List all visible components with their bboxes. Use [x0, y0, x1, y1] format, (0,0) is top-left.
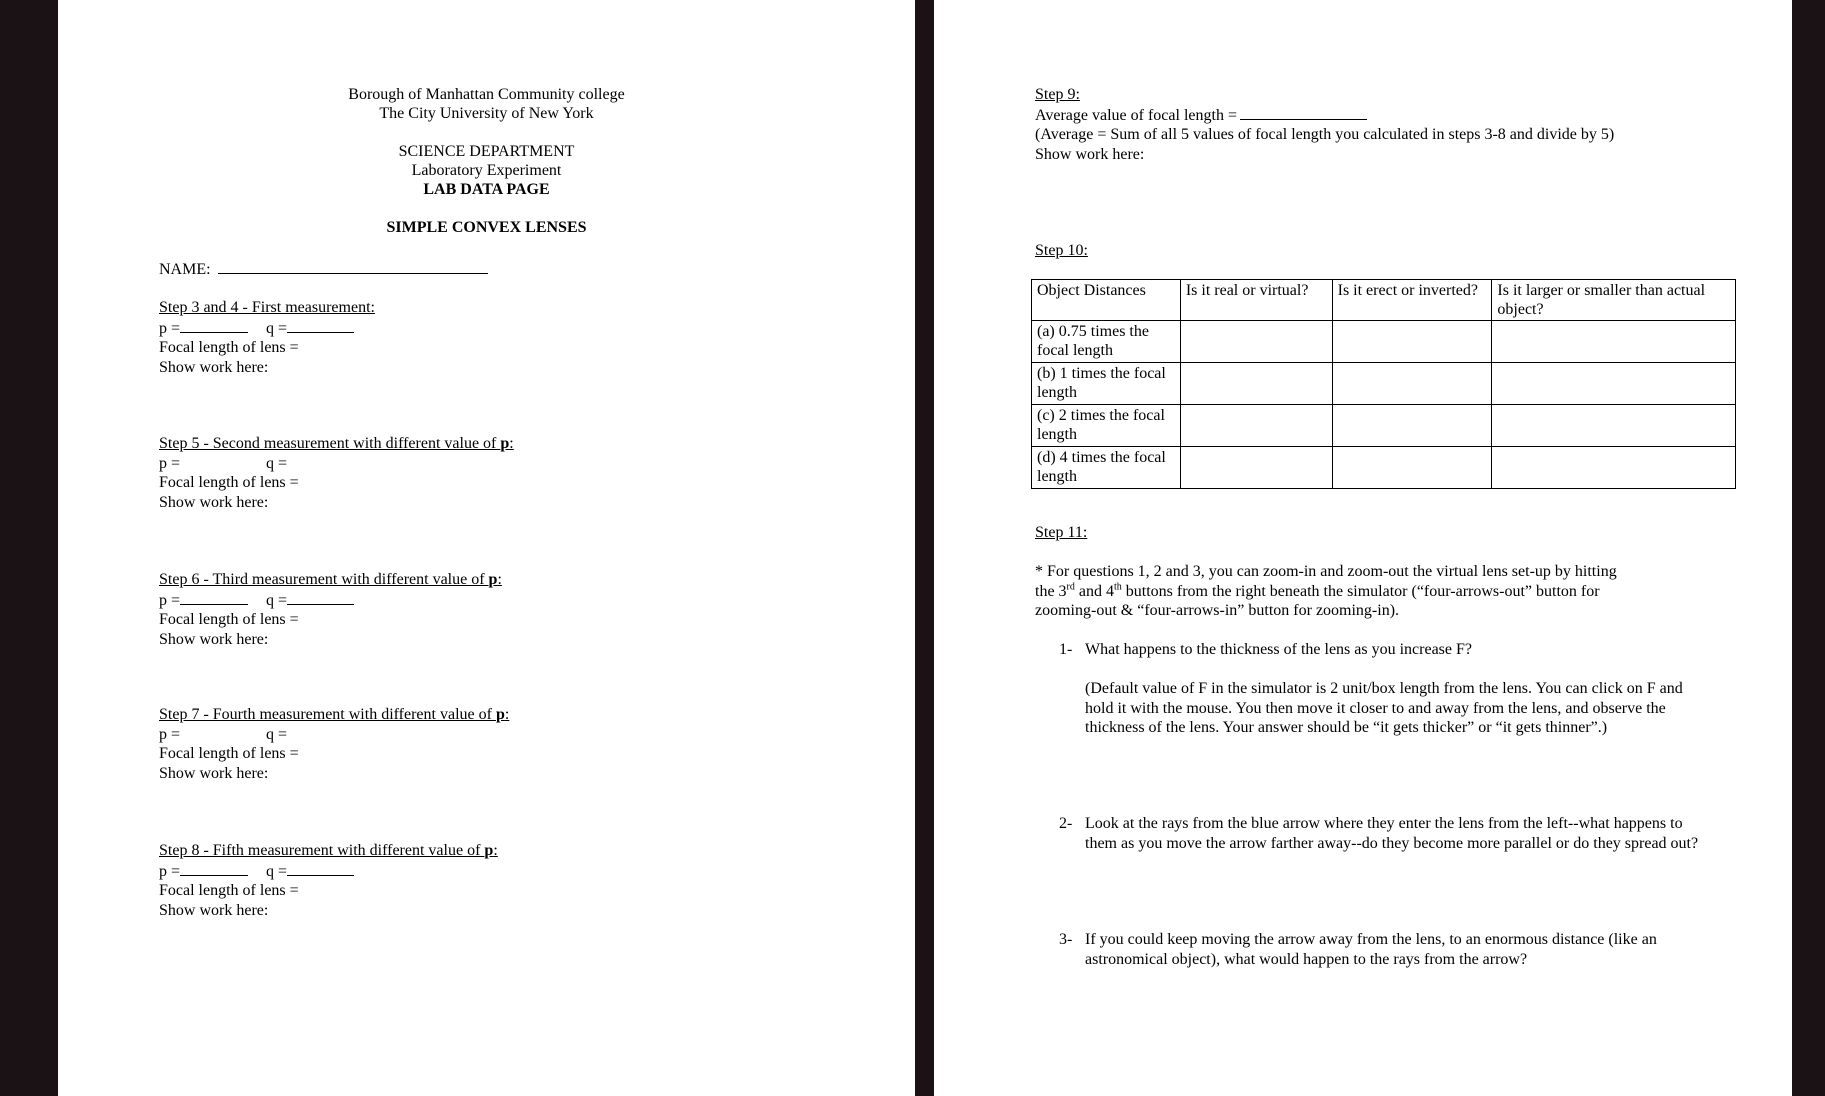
lab-type: Laboratory Experiment [411, 162, 562, 179]
experiment-title: SIMPLE CONVEX LENSES [386, 219, 587, 236]
average-label: Average value of focal length = [1035, 106, 1237, 124]
step-10-heading: Step 10: [1035, 242, 1088, 259]
pq-row [159, 590, 502, 611]
focal-length-label: Focal length of lens = [159, 339, 299, 356]
focal-length-label: Focal length of lens = [159, 611, 299, 628]
column-header: Is it larger or smaller than actual object? [1492, 280, 1736, 321]
right-page [934, 0, 1792, 1096]
average-row [1035, 105, 1614, 126]
table-cell[interactable] [1180, 447, 1332, 489]
question-3 [1059, 930, 1699, 969]
p-label: p = [159, 454, 181, 472]
column-header: Is it erect or inverted? [1332, 280, 1492, 321]
column-header: Object Distances [1032, 280, 1181, 321]
p-field[interactable] [180, 590, 248, 605]
table-row [1032, 405, 1736, 447]
show-work-label: Show work here: [159, 901, 269, 919]
column-header: Is it real or virtual? [1180, 280, 1332, 321]
table-cell[interactable] [1332, 321, 1492, 363]
question-1 [1059, 640, 1699, 738]
question-number: 1- [1059, 641, 1073, 658]
question-2 [1059, 814, 1699, 853]
p-field[interactable] [180, 861, 248, 876]
department-name: SCIENCE DEPARTMENT [398, 143, 575, 160]
q-label: q = [266, 319, 288, 337]
pq-row [159, 861, 498, 882]
q-label: q = [266, 725, 288, 743]
q-label: q = [266, 862, 288, 880]
p-label: p = [159, 591, 181, 609]
table-cell[interactable] [1492, 405, 1736, 447]
show-work-label: Show work here: [1035, 145, 1145, 163]
table-cell[interactable] [1180, 321, 1332, 363]
p-label: p = [159, 319, 181, 337]
step-9-section [1035, 85, 1614, 164]
step-6-section [159, 570, 502, 649]
pq-row [159, 454, 514, 474]
name-label: NAME: [159, 261, 211, 278]
step-heading: Step 9: [1035, 86, 1080, 103]
table-row [1032, 363, 1736, 405]
table-cell[interactable] [1180, 363, 1332, 405]
step-heading: Step 6 - Third measurement with different value of p: [159, 571, 502, 588]
table-cell[interactable] [1180, 405, 1332, 447]
college-name: Borough of Manhattan Community college [348, 86, 625, 103]
university-name: The City University of New York [379, 105, 594, 122]
name-row [159, 259, 488, 279]
show-work-label: Show work here: [159, 493, 269, 511]
step-7-section [159, 705, 509, 783]
document-header [58, 85, 915, 237]
table-header-row [1032, 280, 1736, 321]
step-heading: Step 5 - Second measurement with different value of p: [159, 435, 514, 452]
table-cell: (a) 0.75 times the focal length [1032, 321, 1181, 363]
observation-table [1031, 279, 1736, 489]
step-11-heading: Step 11: [1035, 524, 1088, 541]
table-cell[interactable] [1332, 447, 1492, 489]
p-label: p = [159, 725, 181, 743]
name-field[interactable] [218, 259, 488, 274]
table-row [1032, 321, 1736, 363]
table-cell[interactable] [1332, 405, 1492, 447]
table-cell[interactable] [1492, 321, 1736, 363]
table-cell[interactable] [1492, 363, 1736, 405]
table-cell[interactable] [1492, 447, 1736, 489]
step-5-section [159, 434, 514, 512]
q-field[interactable] [287, 861, 354, 876]
step-heading: Step 7 - Fourth measurement with different value of p: [159, 706, 510, 723]
question-text: If you could keep moving the arrow away from the lens, to an enormous distance (like an astronomical object), what would happen to the rays from the arrow? [1085, 931, 1657, 968]
p-field[interactable] [180, 318, 248, 333]
question-number: 3- [1059, 931, 1073, 948]
question-number: 2- [1059, 815, 1073, 832]
focal-length-label: Focal length of lens = [159, 882, 299, 899]
step-8-section [159, 841, 498, 920]
step-heading: Step 8 - Fifth measurement with different value of p: [159, 842, 498, 859]
q-label: q = [266, 454, 288, 472]
step-3-4-section [159, 298, 375, 377]
question-detail: (Default value of F in the simulator is 2 unit/box length from the lens. You can click on F and hold it with the mouse. You then move it closer to and away from the lens, and observe the thickness of the lens. Your answer should be “it gets thicker” or “it gets thinner”.) [1085, 680, 1683, 736]
p-label: p = [159, 862, 181, 880]
page-title: LAB DATA PAGE [423, 181, 550, 198]
focal-length-label: Focal length of lens = [159, 745, 299, 762]
table-cell: (c) 2 times the focal length [1032, 405, 1181, 447]
left-page [58, 0, 915, 1096]
table-cell: (b) 1 times the focal length [1032, 363, 1181, 405]
pq-row [159, 725, 509, 745]
q-label: q = [266, 591, 288, 609]
average-note: (Average = Sum of all 5 values of focal length you calculated in steps 3-8 and divide by 5) [1035, 126, 1615, 143]
pq-row [159, 318, 375, 339]
q-field[interactable] [287, 590, 354, 605]
average-field[interactable] [1240, 105, 1367, 120]
zoom-note: * For questions 1, 2 and 3, you can zoom-in and zoom-out the virtual lens set-up by hitting the 3rd and 4th buttons from the right beneath the simulator (“four-arrows-out” button for zooming-out & “four-arrows-in” button for zooming-in). [1035, 563, 1617, 619]
show-work-label: Show work here: [159, 630, 269, 648]
question-text: What happens to the thickness of the lens as you increase F? [1085, 641, 1472, 658]
focal-length-label: Focal length of lens = [159, 474, 299, 491]
table-row [1032, 447, 1736, 489]
show-work-label: Show work here: [159, 764, 269, 782]
table-cell: (d) 4 times the focal length [1032, 447, 1181, 489]
q-field[interactable] [287, 318, 354, 333]
table-cell[interactable] [1332, 363, 1492, 405]
show-work-label: Show work here: [159, 358, 269, 376]
step-heading: Step 3 and 4 - First measurement: [159, 299, 375, 316]
question-text: Look at the rays from the blue arrow where they enter the lens from the left--what happens to them as you move the arrow farther away--do they become more parallel or do they spread out? [1085, 815, 1699, 852]
